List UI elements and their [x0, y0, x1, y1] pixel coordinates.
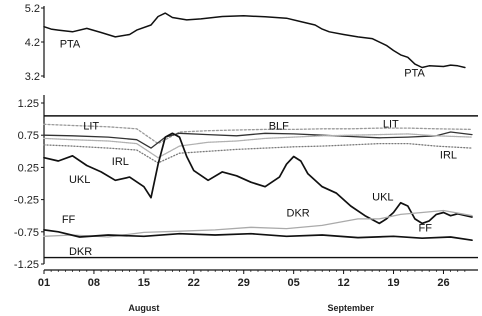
series-line-pta	[44, 13, 465, 67]
x-tick-label: 22	[187, 277, 200, 289]
x-tick-label: 08	[87, 277, 101, 289]
series-line-ff	[44, 211, 472, 238]
series-label-irl: IRL	[439, 149, 458, 162]
series-label-blf: BLF	[268, 120, 289, 133]
x-tick-label: 19	[387, 277, 400, 289]
series-label-lit: LIT	[382, 118, 399, 131]
x-tick-label: 05	[287, 277, 300, 289]
bottom-y-tick-label: -0.25	[13, 194, 39, 207]
x-tick-label: 15	[137, 277, 150, 289]
bottom-y-tick-label: -0.75	[13, 226, 39, 239]
series-label-ukl: UKL	[68, 173, 91, 186]
x-tick-label: 01	[37, 277, 51, 289]
series-label-pta: PTA	[59, 38, 81, 51]
series-label-lit: LIT	[83, 120, 100, 133]
series-line-irl	[44, 144, 472, 163]
x-tick-label: 12	[337, 277, 350, 289]
series-label-dkr: DKR	[286, 207, 310, 220]
top-y-tick-label: 5.2	[24, 3, 40, 15]
series-label-ff: FF	[61, 213, 76, 226]
series-line-ukl	[44, 133, 472, 223]
x-tick-label: 29	[237, 277, 250, 289]
bottom-y-tick-label: -1.25	[13, 259, 39, 271]
series-label-dkr: DKR	[68, 246, 93, 259]
bottom-y-tick-label: 0.25	[17, 162, 39, 175]
series-label-ff: FF	[418, 222, 432, 235]
series-label-pta: PTA	[404, 67, 425, 80]
bottom-y-tick-label: 0.75	[17, 130, 39, 143]
series-label-irl: IRL	[111, 155, 129, 168]
x-tick-label: 26	[437, 277, 450, 289]
series-line-dkr	[44, 230, 472, 240]
month-label-august: August	[128, 303, 160, 313]
bottom-y-tick-label: 1.25	[17, 98, 39, 110]
series-label-ukl: UKL	[372, 191, 394, 204]
top-y-tick-label: 3.2	[24, 71, 40, 83]
top-y-tick-label: 4.2	[24, 37, 40, 49]
month-label-september: September	[327, 303, 374, 313]
